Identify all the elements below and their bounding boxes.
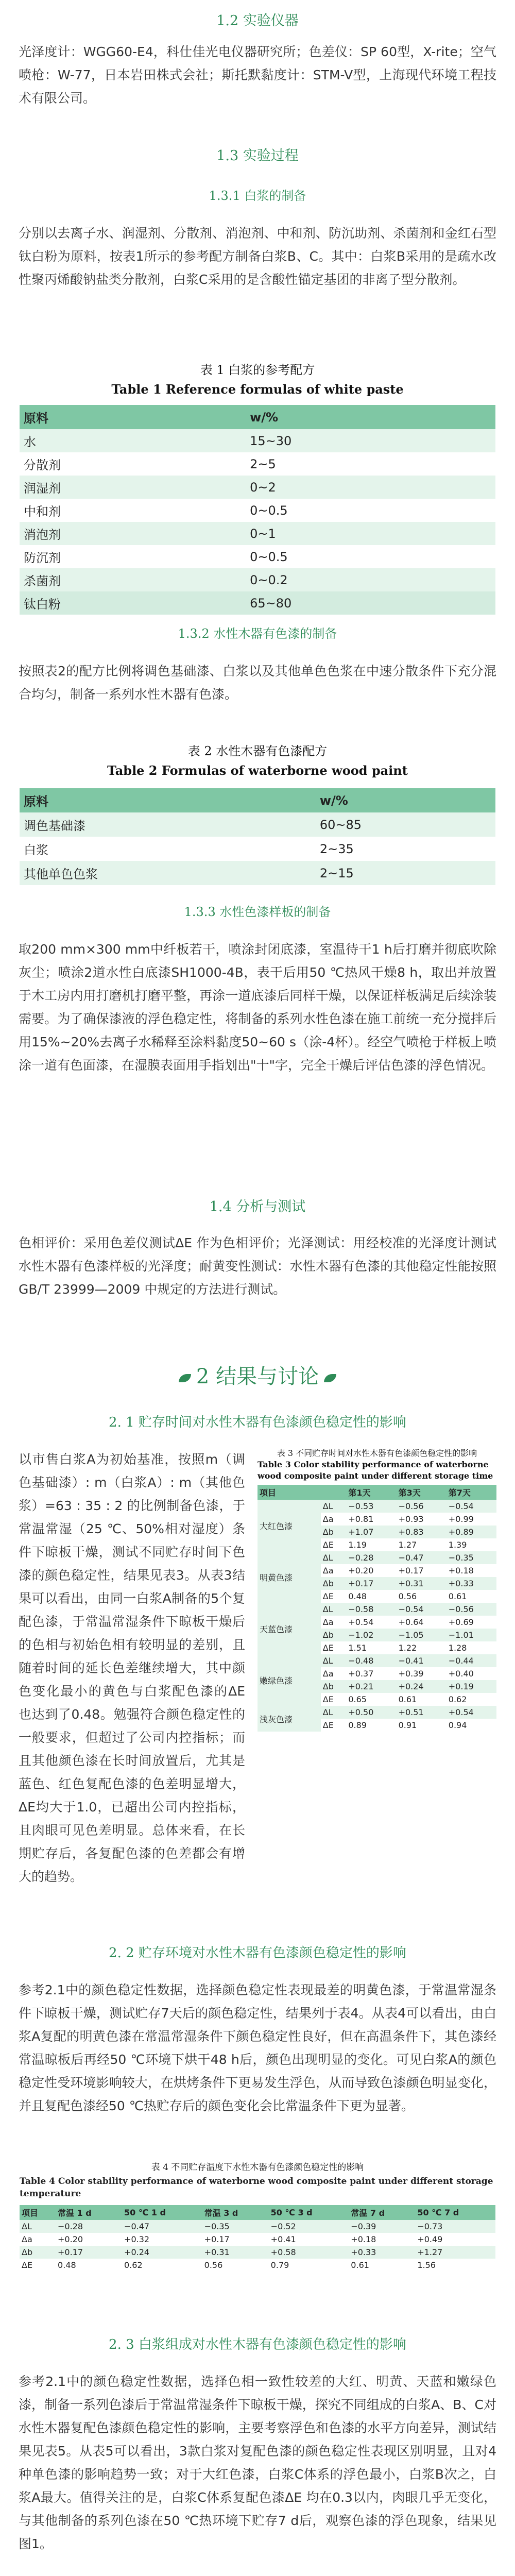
- section-2-3-heading: 2. 3 白浆组成对水性木器有色漆颜色稳定性的影响: [109, 2337, 406, 2352]
- section-2-title: 2 结果与讨论: [196, 1365, 319, 1388]
- table-4-cell: −0.35: [202, 2220, 269, 2233]
- table-3-cell: −0.54: [447, 1500, 496, 1513]
- table-3-cell: +0.83: [397, 1526, 447, 1538]
- table-4-header: 常温 7 d: [349, 2205, 415, 2220]
- table-3-cell: +0.50: [346, 1706, 396, 1719]
- section-1-3-1-paragraph: 分别以去离子水、润湿剂、分散剂、消泡剂、中和剂、防沉助剂、杀菌剂和金红石型钛白粉为原料，按表1所示的参考配方制备白浆B、C。其中：白浆B采用的是疏水改性聚丙烯酸钠盐类分散剂，白浆C采用的是含酸性锚定基团的非离子型分散剂。: [19, 226, 496, 287]
- table-3-cell: +0.17: [398, 1566, 424, 1575]
- table-1-header: 原料: [20, 405, 246, 429]
- section-1-2-paragraph: 光泽度计：WGG60-E4，科仕佳光电仪器研究所；色差仪：SP 60型，X-rite；空气喷枪：W-77，日本岩田株式会社；斯托默黏度计：STM-V型，上海现代环境工程技术有限公司。: [19, 44, 496, 106]
- table-3: [258, 1485, 496, 1732]
- table-3-cell: +0.17: [346, 1577, 396, 1590]
- table-3-header: 第7天: [447, 1485, 496, 1500]
- table-2-header: w/%: [316, 788, 495, 812]
- table-2-cell: 60~85: [316, 812, 495, 837]
- table-4-header: 常温 3 d: [202, 2205, 269, 2220]
- table-1-cell: 中和剂: [24, 504, 61, 519]
- table-1-cell: 2~5: [250, 456, 276, 471]
- table-3-cell: +0.31: [397, 1577, 447, 1590]
- table-3-cell: −0.35: [447, 1551, 496, 1564]
- section-1-3-1-heading: 1.3.1 白浆的制备: [209, 189, 306, 203]
- table-4-cell: +0.32: [124, 2234, 150, 2244]
- table-1-cell: 分散剂: [24, 458, 61, 472]
- table-3-cell: Δb: [321, 1577, 347, 1590]
- table-3-cell: +0.33: [447, 1577, 496, 1590]
- table-3-cell: 1.19: [348, 1540, 367, 1550]
- table-4-cell: −0.73: [415, 2220, 495, 2233]
- table-4-cell: 0.79: [270, 2260, 289, 2270]
- table-4-cell: −0.39: [349, 2220, 415, 2233]
- section-1-3-2-heading: 1.3.2 水性木器有色漆的制备: [178, 626, 337, 641]
- table-1-header: w/%: [246, 405, 495, 429]
- table-4-cell: Δa: [22, 2234, 32, 2244]
- table-3-cell: −0.41: [397, 1654, 447, 1667]
- section-2-2-heading: 2. 2 贮存环境对水性木器有色漆颜色稳定性的影响: [109, 1945, 406, 1961]
- table-3-cell: 0.61: [448, 1591, 467, 1601]
- table-4-cell: −0.52: [269, 2220, 349, 2233]
- table-4-cell: +0.18: [351, 2234, 376, 2244]
- table-1-cell: 消泡剂: [20, 522, 246, 545]
- table-3-cell: −0.47: [397, 1551, 447, 1564]
- section-1-3-3-paragraph: 取200 mm×300 mm中纤板若干，喷涂封闭底漆，室温待干1 h后打磨并彻底吹除灰尘；喷涂2道水性白底漆SH1000-4B，表干后用50 ℃热风干燥8 h，取出并放置于木工房内用打磨机打磨平整，再涂一道底漆后同样干燥，以保证样板满足后续涂装需要。为了确保漆液的浮色稳定性，将制备的系列水性色漆在施工前统一充分搅拌后用15%~20%去离子水稀释至涂料黏度50~60 s（涂-4杯）。经空气喷枪于样板上喷涂一道有色面漆，在湿膜表面用手指划出"十"字，完全干燥后评估色漆的浮色情况。: [19, 942, 496, 1073]
- table-4-cell: +0.58: [269, 2246, 349, 2259]
- table-2-header: 原料: [20, 788, 316, 812]
- table-4-caption-en: Table 4 Color stability performance of waterborne wood composite paint under different storage temperature: [20, 2176, 493, 2199]
- table-3-cell: Δb: [321, 1680, 347, 1693]
- table-1-cell: 钛白粉: [20, 591, 246, 615]
- table-3-cell: Δb: [321, 1526, 347, 1538]
- table-2-cell: 调色基础漆: [20, 812, 316, 837]
- table-4: [20, 2205, 495, 2272]
- table-3-cell: +0.21: [346, 1680, 396, 1693]
- table-1: [20, 405, 495, 615]
- table-3-cell: Δb: [321, 1629, 347, 1641]
- table-4-cell: +0.17: [204, 2234, 230, 2244]
- table-4-header: 50 ℃ 3 d: [269, 2205, 349, 2220]
- table-4-header: 50 ℃ 7 d: [415, 2205, 495, 2220]
- table-4-cell: 0.62: [124, 2260, 143, 2270]
- leaf-icon: [179, 1374, 191, 1382]
- table-2-cell: 2~15: [316, 861, 495, 885]
- table-1-cell: 0~1: [246, 522, 495, 545]
- table-3-cell: +0.89: [447, 1526, 496, 1538]
- table-3-cell: +0.51: [397, 1706, 447, 1719]
- table-1-cell: 防沉剂: [24, 551, 61, 565]
- table-3-cell: +0.19: [447, 1680, 496, 1693]
- section-2-2-paragraph: 参考2.1中的颜色稳定性数据，选择颜色稳定性表现最差的明黄色漆，于常温常湿条件下晾板干燥，测试贮存7天后的颜色稳定性，结果列于表4。从表4可以看出，由白浆A复配的明黄色漆在常温常湿条件下颜色稳定性良好，但在高温条件下，其色漆经常温晾板后再经50 ℃环境下烘干48 h后，颜色出现明显的变化。可见白浆A的颜色稳定性受环境影响较大，在烘烤条件下更易发生浮色，从而导致色漆颜色明显变化，并且复配色漆经50 ℃热贮存后的颜色变化会比常温条件下更为显著。: [19, 1982, 496, 2113]
- table-1-cell: 水: [20, 429, 246, 452]
- table-4-cell: 1.56: [417, 2260, 436, 2270]
- table-3-cell: 0.89: [348, 1720, 367, 1730]
- table-1-cell: 15~30: [246, 429, 495, 452]
- table-3-cell: +0.39: [398, 1669, 424, 1679]
- table-3-cell: +0.93: [398, 1514, 424, 1524]
- table-4-header: 项目: [20, 2205, 56, 2220]
- table-3-cell: 1.27: [398, 1540, 417, 1550]
- table-3-cell: +0.40: [448, 1669, 474, 1679]
- table-4-cell: Δb: [20, 2246, 56, 2259]
- table-3-cell: −1.01: [447, 1629, 496, 1641]
- table-3-cell: +0.37: [348, 1669, 374, 1679]
- table-3-cell: −0.56: [397, 1500, 447, 1513]
- table-3-cell: +0.99: [448, 1514, 474, 1524]
- table-3-cell: −1.02: [346, 1629, 396, 1641]
- table-4-cell: +0.41: [270, 2234, 296, 2244]
- section-1-3-2-paragraph: 按照表2的配方比例将调色基础漆、白浆以及其他单色色浆在中速分散条件下充分混合均匀，制备一系列水性木器有色漆。: [19, 664, 496, 702]
- table-4-header: 常温 1 d: [56, 2205, 122, 2220]
- table-4-cell: 0.48: [58, 2260, 76, 2270]
- table-3-cell: ΔE: [322, 1540, 334, 1550]
- table-3-cell: −0.44: [447, 1654, 496, 1667]
- table-3-cell: +0.54: [348, 1617, 374, 1627]
- section-2-1-heading: 2. 1 贮存时间对水性木器有色漆颜色稳定性的影响: [109, 1415, 406, 1430]
- table-1-caption-cn: 表 1 白浆的参考配方: [200, 363, 315, 377]
- table-3-cell: Δa: [322, 1617, 334, 1627]
- table-3-cell: ΔE: [322, 1720, 334, 1730]
- table-4-cell: +0.17: [56, 2246, 122, 2259]
- table-3-cell: +0.18: [448, 1566, 474, 1575]
- table-1-caption-en: Table 1 Reference formulas of white paste: [111, 382, 404, 397]
- table-1-cell: 65~80: [246, 591, 495, 615]
- section-1-4-heading: 1.4 分析与测试: [209, 1199, 306, 1215]
- section-2-1-paragraph: 以市售白浆A为初始基准，按照m（调色基础漆）: m（白浆A）: m（其他色浆）=63 : 35 : 2 的比例制备色漆，于常温常湿（25 ℃、50%相对湿度）条件下晾板干燥，测试不同贮存时间下色漆的颜色稳定性，结果见表3。从表3结果可以看出，由同一白浆A制备的5个复配色漆，于常温常湿条件下晾板干燥后的色相与初始色相有较明显的差别，且随着时间的延长色差继续增大，其中颜色变化最小的黄色与白浆配色漆的ΔE 也达到了0.48。勉强符合颜色稳定性的一般要求，但超过了公司内控指标；而且其他颜色漆在长时间放置后，尤其是蓝色、红色复配色漆的色差明显增大，ΔE均大于1.0，已超出公司内控指标，且肉眼可见色差明显。总体来看，在长期贮存后，各复配色漆的色差都会有增大的趋势。: [19, 1452, 245, 1884]
- table-4-cell: −0.28: [56, 2220, 122, 2233]
- table-3-header: 第1天: [346, 1485, 396, 1500]
- section-2-heading: [0, 1360, 515, 1389]
- table-4-cell: +1.27: [415, 2246, 495, 2259]
- section-1-2-heading: 1.2 实验仪器: [216, 13, 299, 29]
- table-3-cell: 0.48: [348, 1591, 367, 1601]
- table-3-cell: 1.22: [398, 1643, 417, 1653]
- table-3-cell: +1.07: [346, 1526, 396, 1538]
- section-1-3-heading: 1.3 实验过程: [216, 148, 299, 164]
- table-3-cell: 1.39: [448, 1540, 467, 1550]
- leaf-icon: [324, 1374, 336, 1382]
- table-4-caption-cn: 表 4 不同贮存温度下水性木器有色漆颜色稳定性的影响: [151, 2162, 364, 2173]
- table-3-cell: Δa: [322, 1514, 334, 1524]
- table-3-group: 明黄色漆: [258, 1551, 321, 1603]
- table-1-cell: 润湿剂: [20, 476, 246, 499]
- table-3-cell: 0.61: [398, 1694, 417, 1704]
- table-3-cell: ΔL: [321, 1500, 347, 1513]
- table-3-cell: ΔE: [322, 1694, 334, 1704]
- table-1-cell: 0~2: [246, 476, 495, 499]
- table-3-cell: +0.69: [448, 1617, 474, 1627]
- section-2-3-paragraph: 参考2.1中的颜色稳定性数据，选择色相一致性较差的大红、明黄、天蓝和嫩绿色漆，制备一系列色漆后于常温常湿条件下晾板干燥，探究不同组成的白浆A、B、C对水性木器复配色漆颜色稳定性的影响，主要考察浮色和色漆的水平方向差异，测试结果见表5。从表5可以看出，3款白浆对复配色漆的颜色稳定性表现区别明显，且对4种单色漆的影响趋势一致；对于大红色漆，白浆C体系的浮色最小，白浆B次之，白浆A最大。值得关注的是，白浆C体系复配色漆ΔE 均在0.3以内，肉眼几乎无变化，与其他制备的系列色漆在50 ℃热环境下贮存7 d后，观察色漆的浮色现象，结果见图1。: [19, 2374, 496, 2551]
- table-2-caption-en: Table 2 Formulas of waterborne wood paint: [107, 763, 408, 778]
- table-3-group: 嫩绿色漆: [258, 1654, 321, 1706]
- table-3-group: 天蓝色漆: [258, 1603, 321, 1654]
- table-3-cell: +0.64: [398, 1617, 424, 1627]
- table-4-cell: +0.31: [202, 2246, 269, 2259]
- table-3-cell: ΔE: [322, 1643, 334, 1653]
- table-3-cell: ΔL: [321, 1706, 347, 1719]
- table-3-cell: 0.62: [448, 1694, 467, 1704]
- table-4-cell: 0.56: [204, 2260, 223, 2270]
- table-3-cell: 0.91: [398, 1720, 417, 1730]
- table-1-cell: 杀菌剂: [20, 568, 246, 591]
- table-1-cell: 0~0.2: [246, 568, 495, 591]
- table-3-header: 项目: [258, 1485, 321, 1500]
- table-3-cell: ΔL: [321, 1551, 347, 1564]
- table-2-cell: 其他单色色浆: [20, 861, 316, 885]
- table-3-cell: 0.94: [448, 1720, 467, 1730]
- table-2-cell: 2~35: [319, 841, 354, 856]
- section-1-3-3-heading: 1.3.3 水性色漆样板的制备: [184, 905, 331, 919]
- table-3-cell: 1.51: [348, 1643, 367, 1653]
- table-3-caption-cn: 表 3 不同贮存时间对水性木器有色漆颜色稳定性的影响: [277, 1448, 477, 1458]
- table-3-group: 浅灰色漆: [258, 1706, 321, 1732]
- section-1-4-paragraph: 色相评价：采用色差仪测试ΔE 作为色相评价；光泽测试：用经校准的光泽度计测试水性木器有色漆样板的光泽度；耐黄变性测试：水性木器有色漆的其他稳定性能按照GB/T 23999—2009 中规定的方法进行测试。: [19, 1235, 496, 1297]
- table-4-cell: +0.24: [122, 2246, 202, 2259]
- table-4-cell: +0.33: [349, 2246, 415, 2259]
- table-3-cell: ΔL: [321, 1603, 347, 1616]
- table-3-cell: −0.56: [447, 1603, 496, 1616]
- table-2-cell: 白浆: [24, 843, 48, 857]
- table-4-cell: ΔL: [20, 2220, 56, 2233]
- table-3-cell: −0.54: [397, 1603, 447, 1616]
- table-3-block: [258, 1448, 496, 1732]
- table-4-cell: +0.49: [417, 2234, 443, 2244]
- table-4-cell: +0.20: [58, 2234, 83, 2244]
- table-3-cell: Δa: [322, 1566, 334, 1575]
- table-3-cell: 0.65: [348, 1694, 367, 1704]
- table-3-caption-en: Table 3 Color stability performance of waterborne wood composite paint under different storage time: [258, 1460, 493, 1481]
- table-1-cell: 0~0.5: [250, 549, 288, 564]
- table-3-cell: ΔL: [321, 1654, 347, 1667]
- table-3-cell: Δa: [322, 1669, 334, 1679]
- table-3-cell: +0.54: [447, 1706, 496, 1719]
- table-3-cell: ΔE: [322, 1591, 334, 1601]
- table-3-header: 第3天: [397, 1485, 447, 1500]
- table-3-cell: −0.28: [346, 1551, 396, 1564]
- table-3-group: 大红色漆: [258, 1500, 321, 1551]
- table-4-cell: ΔE: [22, 2260, 33, 2270]
- table-4-cell: 0.61: [351, 2260, 369, 2270]
- table-3-cell: +0.20: [348, 1566, 374, 1575]
- table-2: [20, 788, 495, 885]
- table-1-cell: 0~0.5: [250, 503, 288, 518]
- table-3-cell: 1.28: [448, 1643, 467, 1653]
- table-3-cell: −0.53: [346, 1500, 396, 1513]
- table-3-cell: 0.56: [398, 1591, 417, 1601]
- table-4-header: 50 ℃ 1 d: [122, 2205, 202, 2220]
- table-2-caption-cn: 表 2 水性木器有色漆配方: [187, 744, 328, 758]
- table-3-cell: +0.24: [397, 1680, 447, 1693]
- table-3-cell: −0.48: [346, 1654, 396, 1667]
- table-3-cell: +0.81: [348, 1514, 374, 1524]
- table-4-cell: −0.47: [122, 2220, 202, 2233]
- table-3-cell: −0.58: [346, 1603, 396, 1616]
- table-3-cell: −1.05: [397, 1629, 447, 1641]
